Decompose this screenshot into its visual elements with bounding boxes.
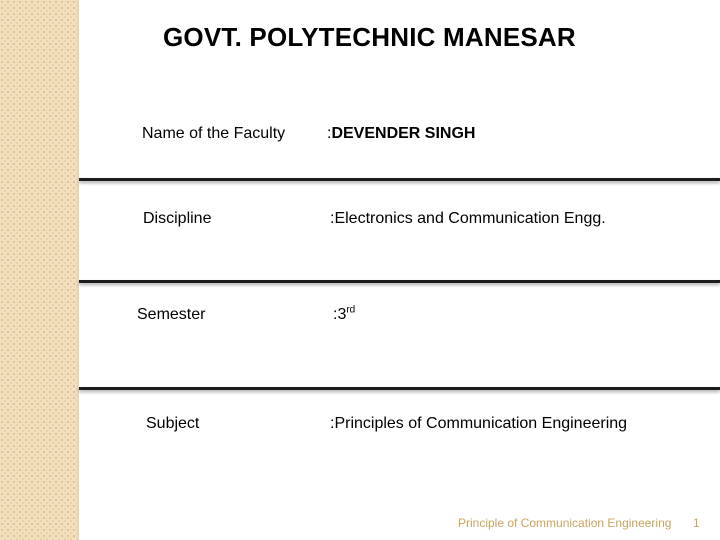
- semester-value: [333, 306, 355, 324]
- subject-label: Subject: [146, 415, 200, 432]
- divider-3: [79, 387, 720, 390]
- footer-title: Principle of Communication Engineering: [458, 516, 672, 530]
- side-strip-edge: [77, 0, 79, 540]
- slide-number: 1: [693, 516, 700, 530]
- semester-label: Semester: [137, 306, 206, 323]
- discipline-label: Discipline: [143, 210, 212, 227]
- subject-value: :Principles of Communication Engineering: [330, 415, 628, 432]
- faculty-label: Name of the Faculty: [142, 125, 286, 142]
- discipline-value: :Electronics and Communication Engg.: [330, 210, 606, 227]
- faculty-value: [327, 125, 475, 143]
- semester-number: :3: [333, 306, 347, 323]
- page-title: GOVT. POLYTECHNIC MANESAR: [163, 22, 576, 52]
- faculty-name: DEVENDER SINGH: [331, 125, 476, 142]
- divider-2: [79, 280, 720, 283]
- faculty-value-prefix: :: [327, 125, 332, 142]
- divider-1: [79, 178, 720, 181]
- semester-ordinal-suffix: rd: [346, 304, 356, 316]
- decorative-side-strip: [0, 0, 79, 540]
